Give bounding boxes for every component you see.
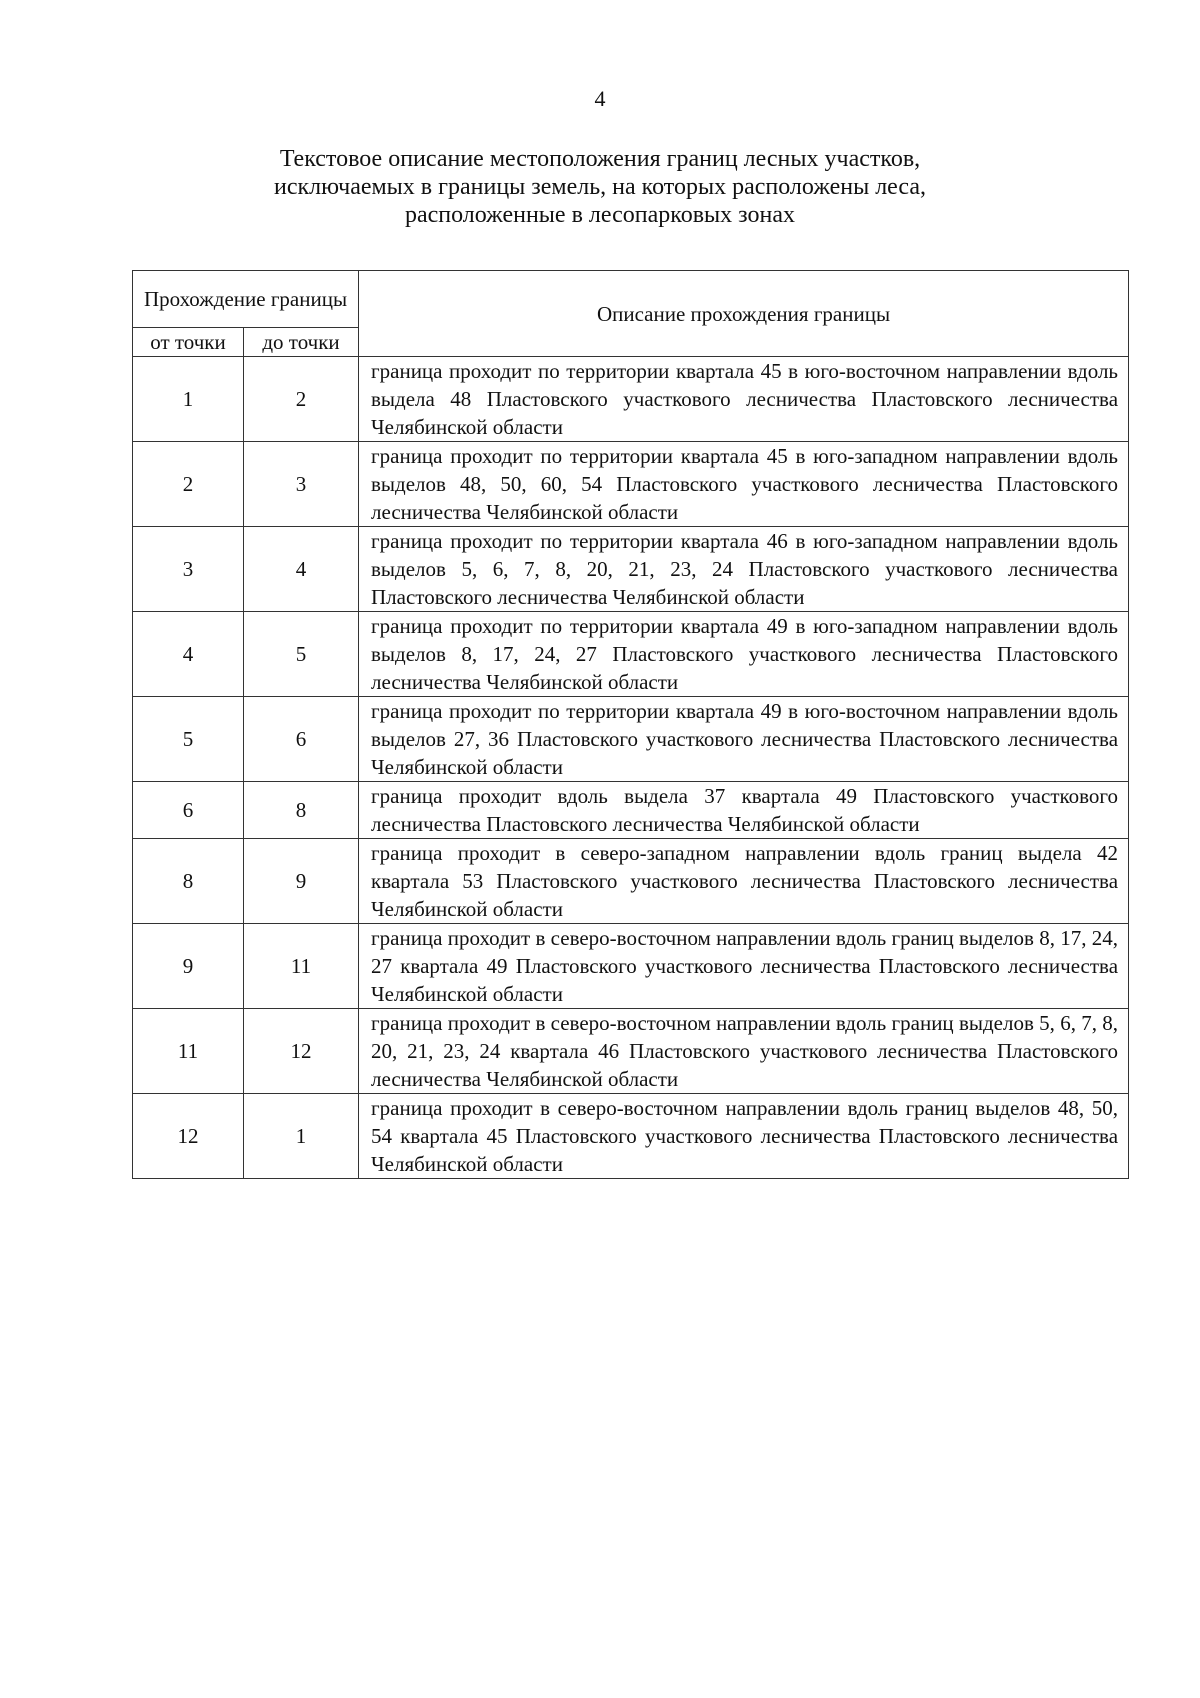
table-row — [133, 839, 1129, 924]
cell-to: 3 — [244, 442, 359, 527]
table-row — [133, 1009, 1129, 1094]
table-row — [133, 924, 1129, 1009]
cell-from: 5 — [133, 697, 244, 782]
cell-from: 6 — [133, 782, 244, 839]
cell-to: 8 — [244, 782, 359, 839]
table-row — [133, 1094, 1129, 1179]
header-boundary-passage: Прохождение границы — [133, 271, 359, 328]
table-row — [133, 697, 1129, 782]
cell-to: 6 — [244, 697, 359, 782]
cell-from: 8 — [133, 839, 244, 924]
cell-from: 2 — [133, 442, 244, 527]
table-row — [133, 782, 1129, 839]
cell-to: 9 — [244, 839, 359, 924]
header-to-point: до точки — [244, 328, 359, 357]
cell-to: 5 — [244, 612, 359, 697]
cell-to: 1 — [244, 1094, 359, 1179]
cell-description: граница проходит по территории квартала 46 в юго-западном направлении вдоль выделов 5, 6, 7, 8, 20, 21, 23, 24 Пластовского участкового лесничества Пластовского лесничества Челябинской области — [359, 527, 1129, 612]
boundary-table — [132, 270, 1129, 1179]
cell-description: граница проходит вдоль выдела 37 квартала 49 Пластовского участкового лесничества Пластовского лесничества Челябинской области — [359, 782, 1129, 839]
cell-description: граница проходит в северо-восточном направлении вдоль границ выделов 48, 50, 54 квартала 45 Пластовского участкового лесничества Пластовского лесничества Челябинской области — [359, 1094, 1129, 1179]
header-description: Описание прохождения границы — [359, 271, 1129, 357]
title-line-3: расположенные в лесопарковых зонах — [404, 202, 796, 228]
cell-description: граница проходит в северо-западном направлении вдоль границ выдела 42 квартала 53 Пластовского участкового лесничества Пластовского лесничества Челябинской области — [359, 839, 1129, 924]
cell-description: граница проходит по территории квартала 45 в юго-западном направлении вдоль выделов 48, 50, 60, 54 Пластовского участкового лесничества Пластовского лесничества Челябинской области — [359, 442, 1129, 527]
page-number: 4 — [594, 86, 606, 111]
cell-from: 1 — [133, 357, 244, 442]
cell-description: граница проходит в северо-восточном направлении вдоль границ выделов 8, 17, 24, 27 квартала 49 Пластовского участкового лесничества Пластовского лесничества Челябинской области — [359, 924, 1129, 1009]
cell-to: 12 — [244, 1009, 359, 1094]
table-row — [133, 527, 1129, 612]
cell-from: 4 — [133, 612, 244, 697]
document-title — [150, 145, 1050, 229]
cell-to: 4 — [244, 527, 359, 612]
title-line-1: Текстовое описание местоположения границ лесных участков, — [279, 146, 921, 172]
cell-description: граница проходит в северо-восточном направлении вдоль границ выделов 5, 6, 7, 8, 20, 21, 23, 24 квартала 46 Пластовского участкового лесничества Пластовского лесничества Челябинской области — [359, 1009, 1129, 1094]
cell-to: 2 — [244, 357, 359, 442]
header-from-point: от точки — [133, 328, 244, 357]
table-row — [133, 442, 1129, 527]
title-line-2: исключаемых в границы земель, на которых расположены леса, — [273, 174, 927, 200]
cell-description: граница проходит по территории квартала 49 в юго-восточном направлении вдоль выделов 27, 36 Пластовского участкового лесничества Пластовского лесничества Челябинской области — [359, 697, 1129, 782]
table-row — [133, 357, 1129, 442]
cell-from: 3 — [133, 527, 244, 612]
cell-description: граница проходит по территории квартала 45 в юго-восточном направлении вдоль выдела 48 Пластовского участкового лесничества Пластовского лесничества Челябинской области — [359, 357, 1129, 442]
cell-from: 12 — [133, 1094, 244, 1179]
table-row — [133, 612, 1129, 697]
cell-from: 11 — [133, 1009, 244, 1094]
cell-to: 11 — [244, 924, 359, 1009]
cell-description: граница проходит по территории квартала 49 в юго-западном направлении вдоль выделов 8, 17, 24, 27 Пластовского участкового лесничества Пластовского лесничества Челябинской области — [359, 612, 1129, 697]
cell-from: 9 — [133, 924, 244, 1009]
